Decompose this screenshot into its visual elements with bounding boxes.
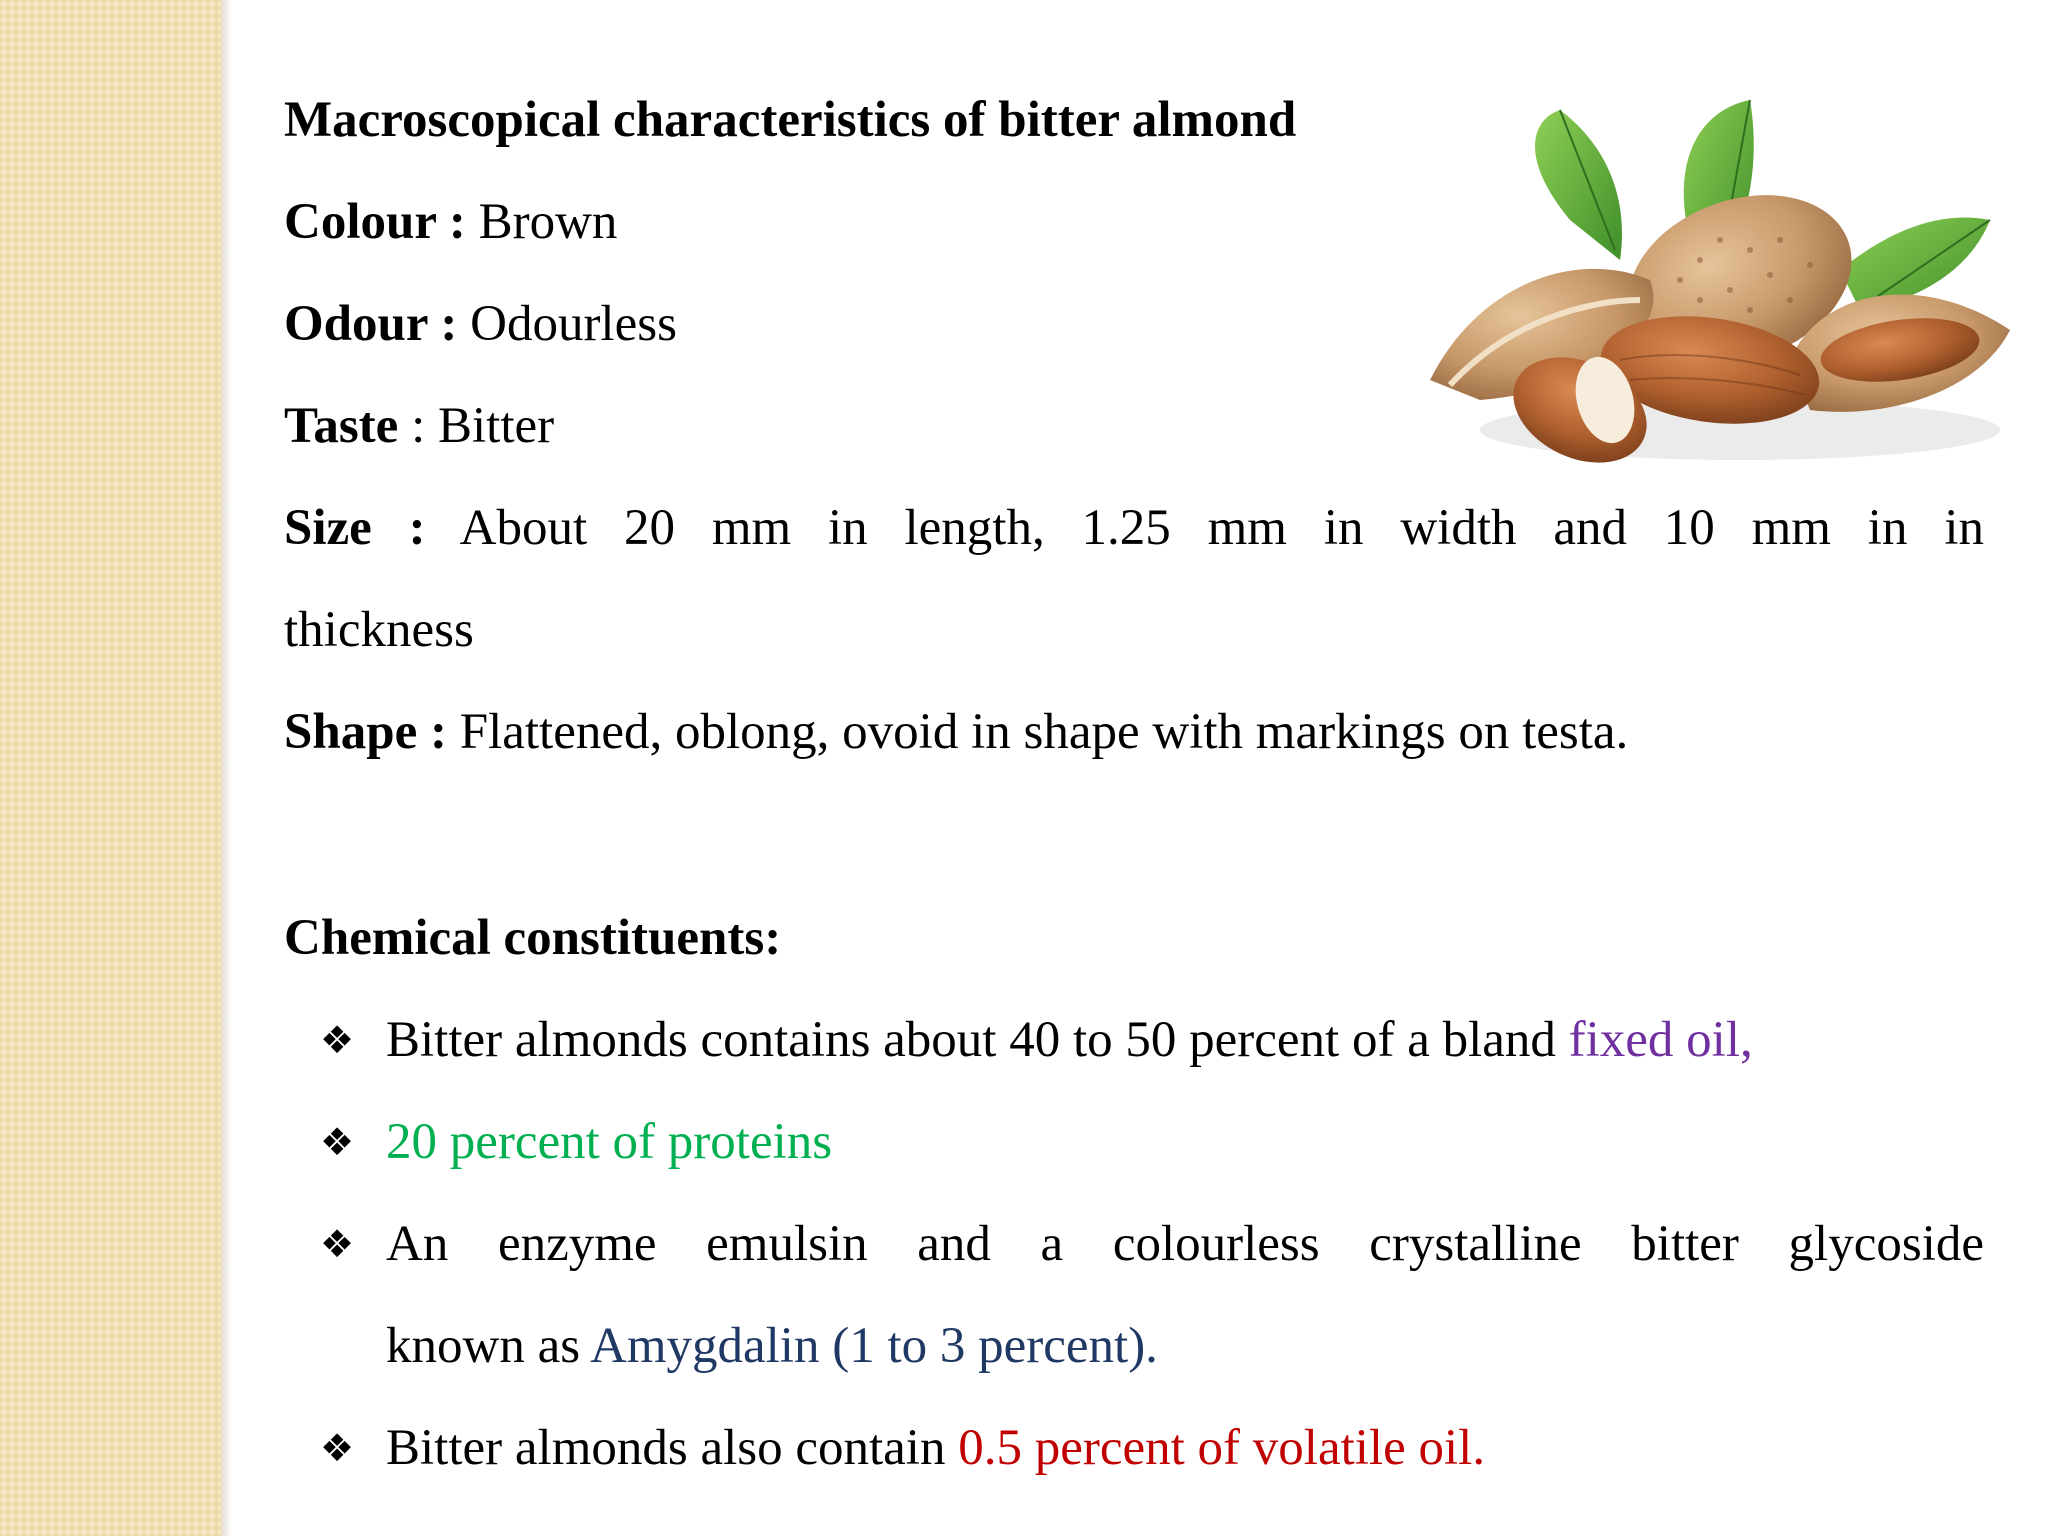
chemical-item-highlight: fixed oil, [1568,1012,1753,1068]
odour-value: Odourless [457,296,677,352]
side-strip-shadow [222,0,232,1536]
bullet-icon: ❖ [319,1120,355,1164]
shape-row [284,702,1628,762]
chemical-item-text: Bitter almonds contains about 40 to 50 percent of a bland [386,1012,1569,1068]
colour-row [284,192,617,252]
colour-label: Colour : [284,194,466,250]
chemical-item-text: known as [386,1318,590,1374]
chemical-item-proteins [386,1112,832,1172]
odour-row [284,294,677,354]
decorative-side-strip [0,0,222,1536]
bullet-icon: ❖ [319,1426,355,1470]
bullet-icon: ❖ [319,1222,355,1266]
chemical-item-highlight: 0.5 percent of volatile oil. [958,1420,1486,1476]
chemical-item-volatile-oil [386,1418,1485,1478]
size-value: About 20 mm in length, 1.25 mm in width and 10 mm in in [425,500,1984,556]
chemical-item-amygdalin [386,1316,1158,1376]
taste-label: Taste [284,398,399,454]
colour-value: Brown [465,194,618,250]
shape-value: Flattened, oblong, ovoid in shape with markings on testa. [446,704,1629,760]
chemical-item-highlight: Amygdalin (1 to 3 percent). [590,1318,1158,1374]
size-continuation: thickness [284,602,474,658]
size-label: Size : [284,500,426,556]
bullet-icon: ❖ [319,1018,355,1062]
size-row [284,498,1984,558]
chemical-item-text: Bitter almonds also contain [386,1420,959,1476]
leaf-shape [1535,110,1622,260]
taste-value: : Bitter [398,398,555,454]
taste-row [284,396,554,456]
chemical-heading: Chemical constituents: [284,910,782,966]
almonds-with-leaves-image [1420,100,2020,480]
shape-label: Shape : [284,704,447,760]
slide-title: Macroscopical characteristics of bitter almond [284,92,1297,148]
chemical-item-highlight: 20 percent of proteins [386,1114,833,1170]
chemical-item-fixed-oil [386,1010,1753,1070]
chemical-item-emulsin: An enzyme emulsin and a colourless crystalline bitter glycoside [386,1216,1984,1272]
odour-label: Odour : [284,296,458,352]
